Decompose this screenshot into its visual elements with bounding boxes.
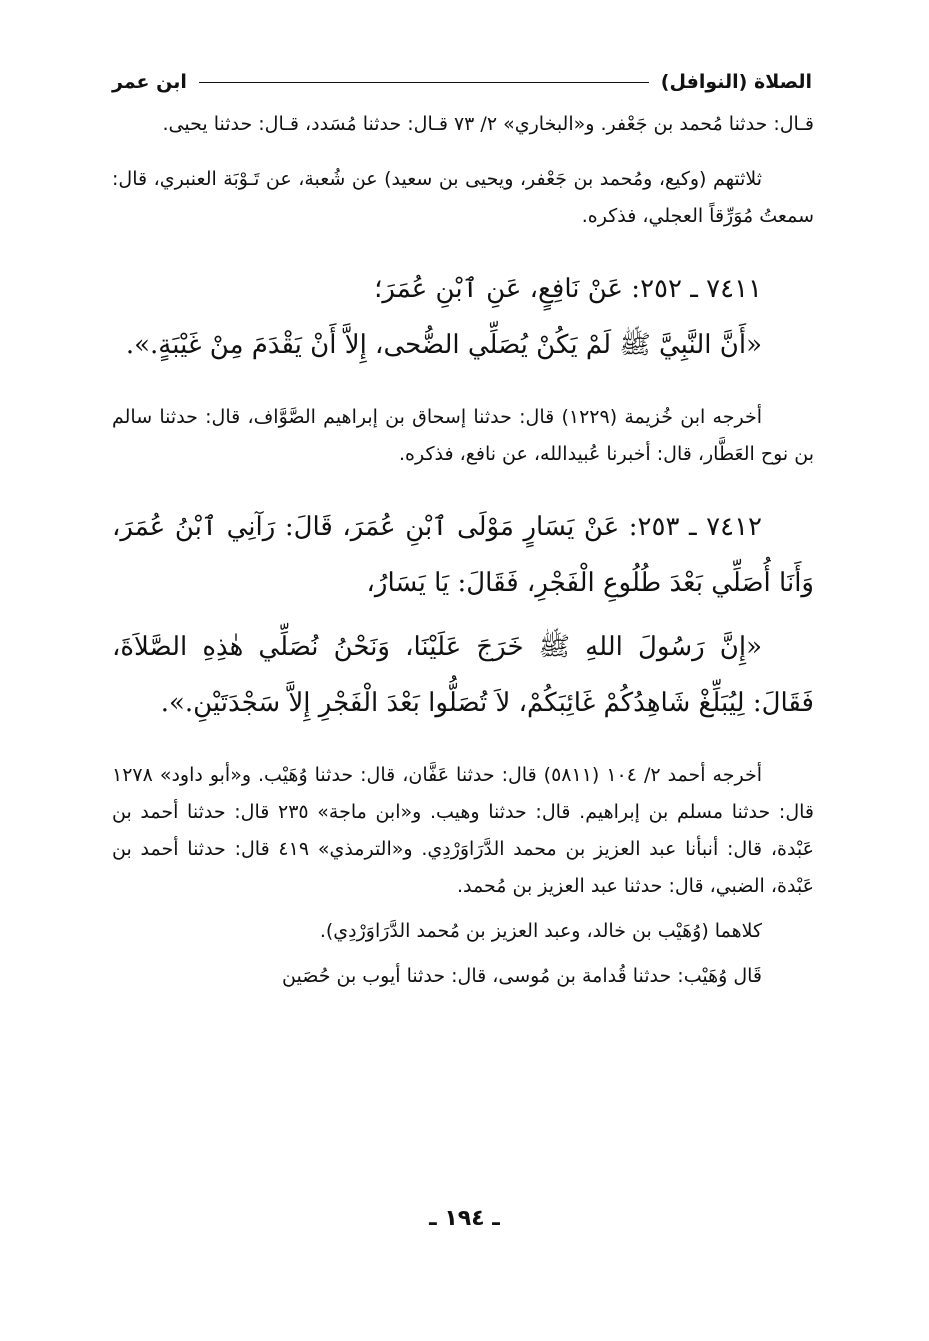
takhrij-7412: أخرجه أحمد ٢/ ١٠٤ (٥٨١١) قال: حدثنا عَفَّان، قال: حدثنا وُهَيْب. و«أبو داود» ١٢٧٨ قال: حدثنا مسلم بن إبراهيم. قال: حدثنا وهيب. و«ابن ماجة» ٢٣٥ قال: حدثنا أحمد بن عَبْدة، قال: أنبأنا عبد العزيز بن محمد الدَّرَاوَرْدِي. و«الترمذي» ٤١٩ قال: حدثنا أحمد بن عَبْدة، الضبي، قال: حدثنا عبد العزيز بن مُحمد. (112, 764, 814, 897)
page-body (112, 106, 814, 995)
paragraph-wuhayb-chain: قَال وُهَيْب: حدثنا قُدامة بن مُوسى، قال: حدثنا أيوب بن حُصَين (282, 965, 762, 987)
chapter-name: ابن عمر (112, 71, 187, 93)
paragraph-both-narrators: كلاهما (وُهَيْب بن خالد، وعبد العزيز بن مُحمد الدَّرَاوَرْدِي). (319, 920, 762, 942)
takhrij-7411: أخرجه ابن خُزيمة (١٢٢٩) قال: حدثنا إسحاق بن إبراهيم الصَّوَّاف، قال: حدثنا سالم بن نوح العَطَّار، قال: أخبرنا عُبيدالله، عن نافع، فذكره. (112, 406, 814, 465)
paragraph-chain-summary: ثلاثتهم (وكيع، ومُحمد بن جَعْفر، ويحيى بن سعيد) عن شُعبة، عن تَـوْبَة العنبري، قال: سمعتُ مُوَرِّقاً العجلي، فذكره. (112, 168, 814, 227)
hadith-7412-text: «إِنَّ رَسُولَ اللهِ ﷺ خَرَجَ عَلَيْنَا، وَنَحْنُ نُصَلِّي هٰذِهِ الصَّلاَةَ، فَقَالَ: لِيُبَلِّغْ شَاهِدُكُمْ غَائِبَكُمْ، لاَ تُصَلُّوا بَعْدَ الْفَجْرِ إِلاَّ سَجْدَتَيْنِ.». (112, 632, 814, 718)
hadith-7412-heading: ٧٤١٢ ـ ٢٥٣: عَنْ يَسَارٍ مَوْلَى ٱبْنِ عُمَرَ، قَالَ: رَآنِي ٱبْنُ عُمَرَ، وَأَنَا أُصَلِّي بَعْدَ طُلُوعِ الْفَجْرِ، فَقَالَ: يَا يَسَارُ، (112, 512, 814, 598)
running-header (112, 64, 812, 100)
header-rule (199, 82, 649, 83)
hadith-7411-text: «أَنَّ النَّبِيَّ ﷺ لَمْ يَكُنْ يُصَلِّي الضُّحى، إِلاَّ أَنْ يَقْدَمَ مِنْ غَيْبَةٍ.». (125, 330, 762, 360)
paragraph-chain-continued: قـال: حدثنا مُحمد بن جَعْفر. و«البخاري» ٢/ ٧٣ قـال: حدثنا مُسَدد، قـال: حدثنا يحيى. (162, 113, 814, 135)
page-number: ـ ١٩٤ ـ (429, 1206, 500, 1231)
hadith-7411-heading: ٧٤١١ ـ ٢٥٢: عَنْ نَافِعٍ، عَنِ ٱبْنِ عُمَرَ؛ (374, 274, 762, 304)
section-title: الصلاة (النوافل) (660, 71, 812, 93)
